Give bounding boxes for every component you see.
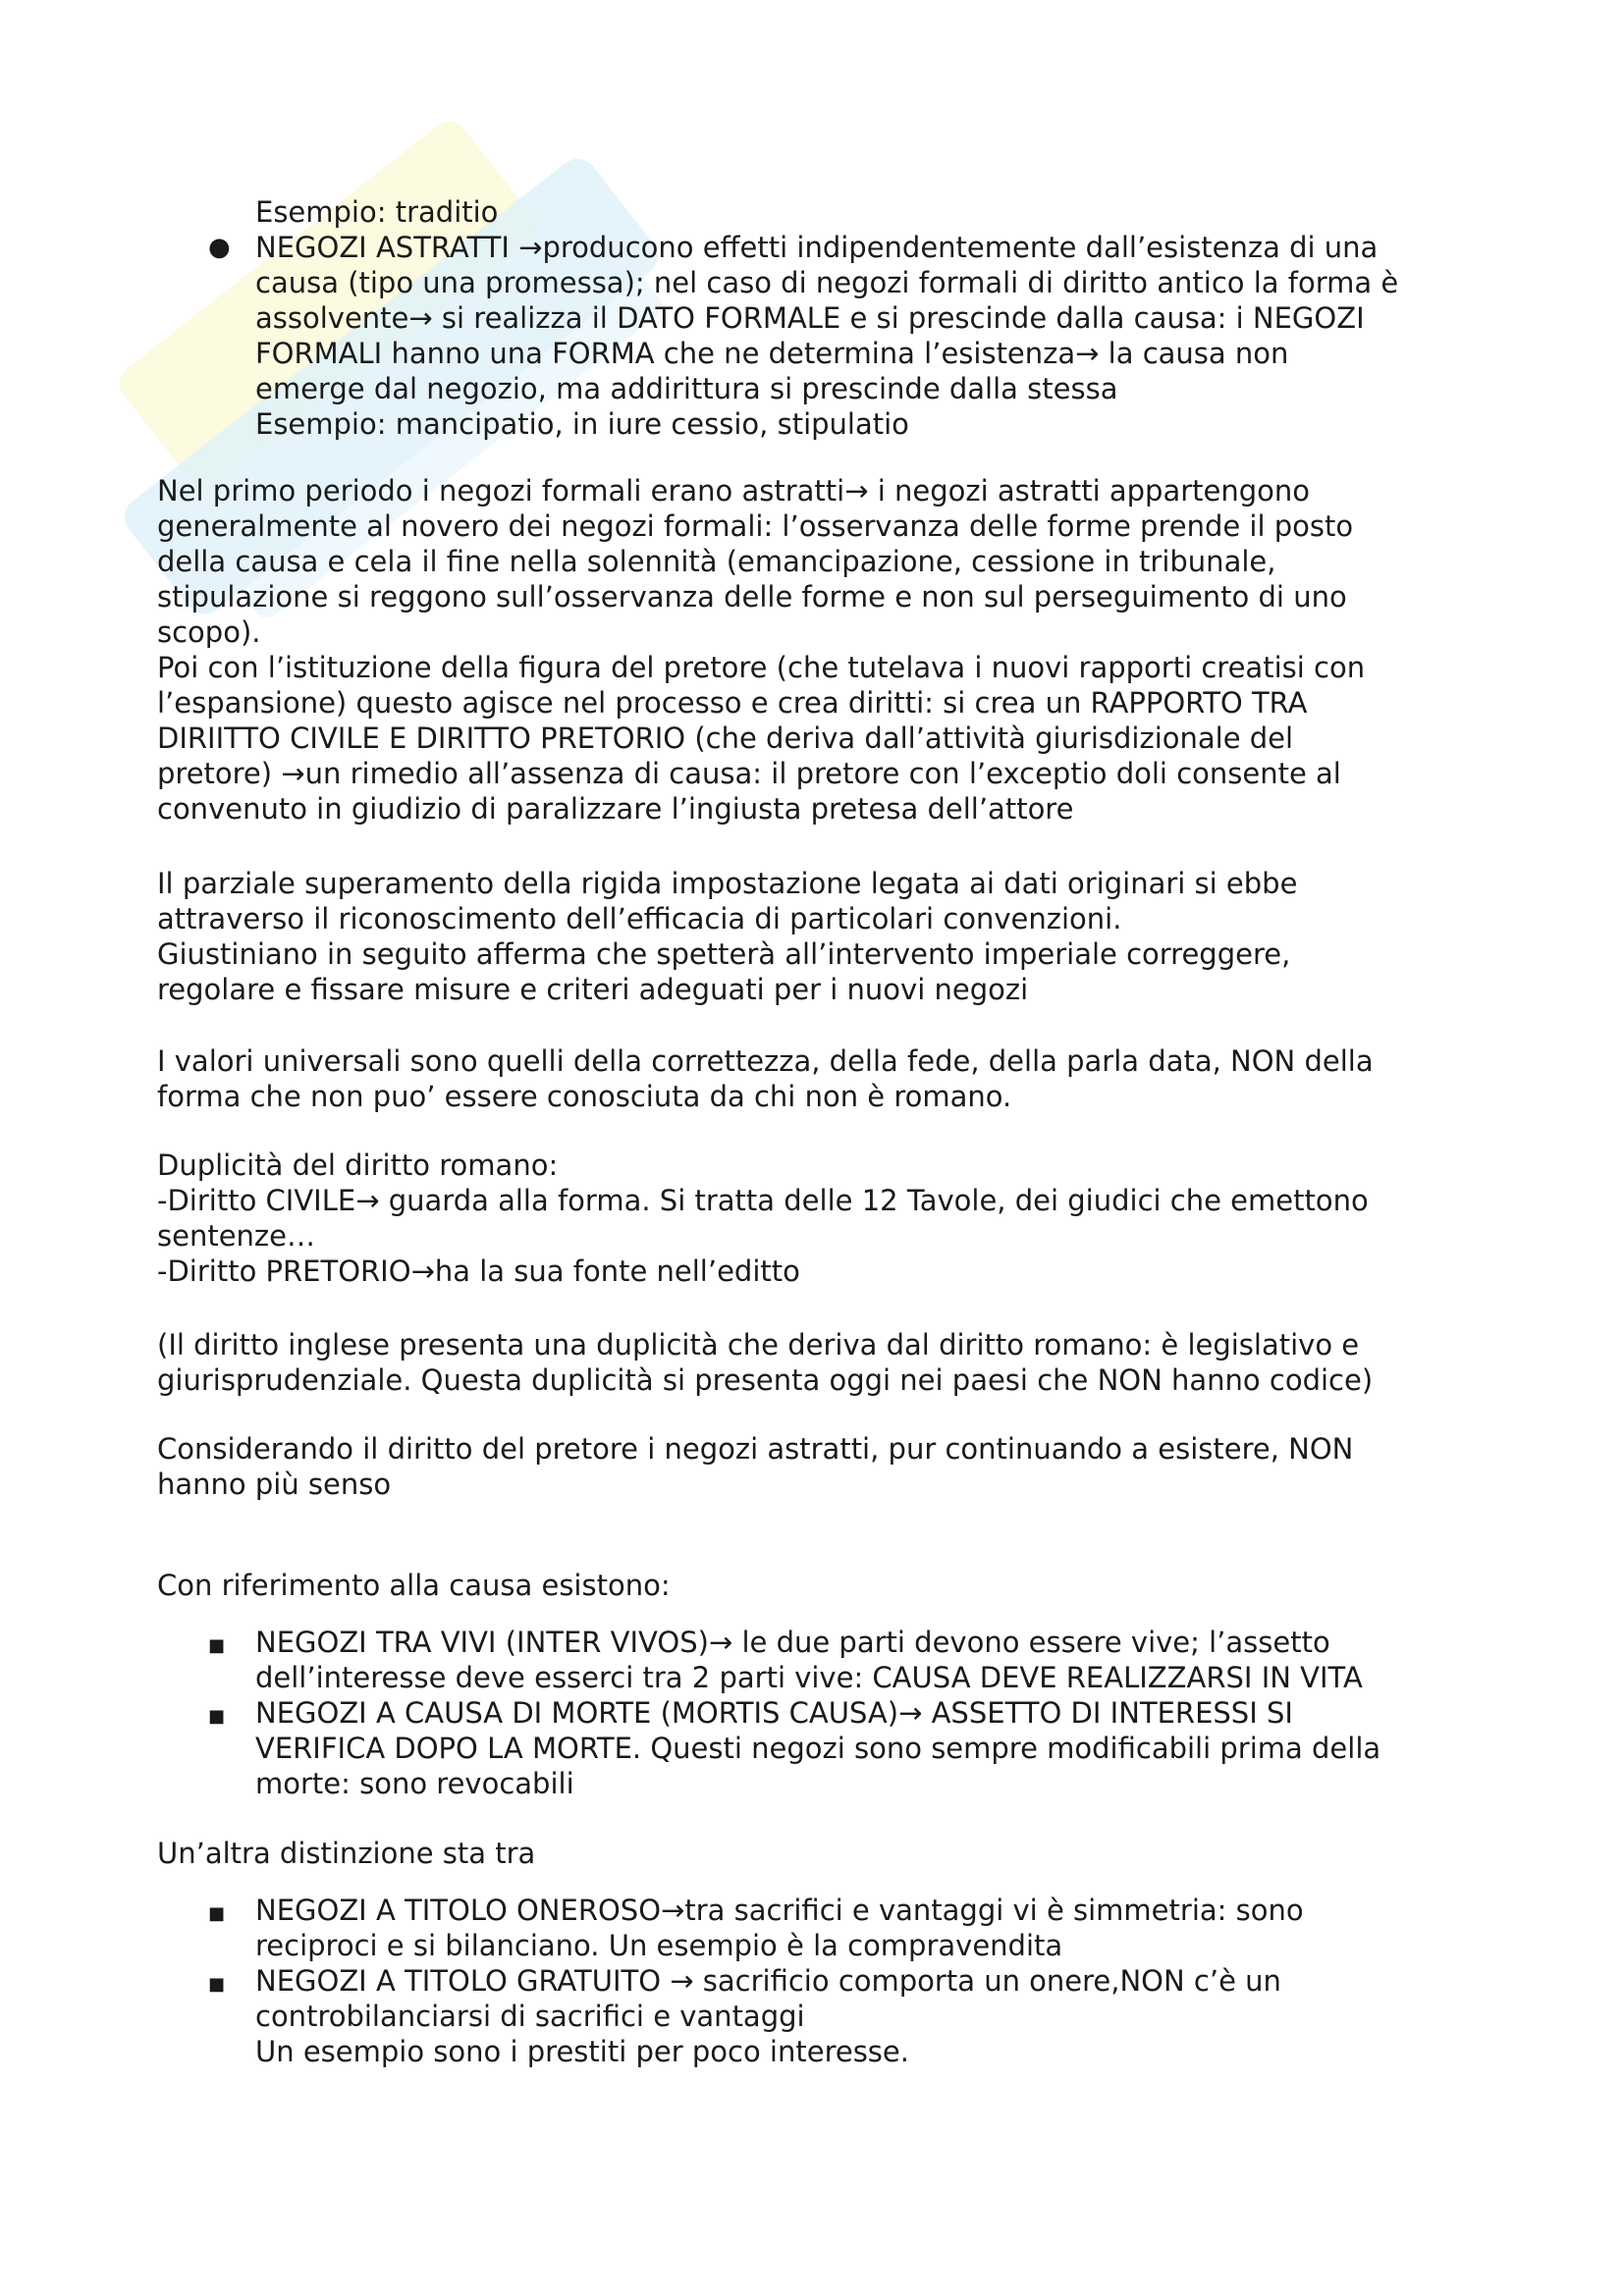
paragraph-diritto-inglese: (Il diritto inglese presenta una duplicità che deriva dal diritto romano: è legislativo e giurisprudenziale. Questa duplicità si presenta oggi nei paesi che NON hanno codice): [157, 1328, 1374, 1397]
square-bullet-icon: ■: [208, 1706, 226, 1727]
titolo-intro: Un’altra distinzione sta tra: [157, 1837, 536, 1870]
paragraph-considerando: Considerando il diritto del pretore i negozi astratti, pur continuando a esistere, NON hanno più senso: [157, 1432, 1354, 1501]
square-bullet-icon: ■: [208, 1635, 226, 1656]
square-bullet-icon: ■: [208, 1974, 226, 1995]
paragraph-negozi-formali: Nel primo periodo i negozi formali erano astratti→ i negozi astratti appartengono generalmente al novero dei negozi formali: l’osservanza delle forme prende il posto della causa e cela il fine nella solennità (emancipazione, cessione in tribunale, stipulazione si reggono sull’osservanza delle forme e non sul perseguimento di uno scopo). Poi con l’istituzione della figura del pretore (che tutelava i nuovi rapporti creatisi con l’espansione) questo agisce nel processo e crea diritti: si crea un RAPPORTO TRA DIRIITTO CIVILE E DIRITTO PRETORIO (che deriva dall’attività giurisdizionale del pretore) →un rimedio all’assenza di causa: il pretore con l’exceptio doli consente al convenuto in giudizio di paralizzare l’ingiusta pretesa dell’attore: [157, 474, 1366, 826]
list-item-inter-vivos: NEGOZI TRA VIVI (INTER VIVOS)→ le due parti devono essere vive; l’assetto dell’interesse deve esserci tra 2 parti vive: CAUSA DEVE REALIZZARSI IN VITA: [255, 1626, 1363, 1694]
list-item-titolo-gratuito: NEGOZI A TITOLO GRATUITO → sacrificio comporta un onere,NON c’è un controbilanciarsi di sacrifici e vantaggi Un esempio sono i prestiti per poco interesse.: [255, 1964, 1281, 2068]
bullet-dot-icon: ●: [208, 233, 231, 262]
causa-intro: Con riferimento alla causa esistono:: [157, 1569, 671, 1602]
square-bullet-icon: ■: [208, 1903, 226, 1924]
list-item-titolo-oneroso: NEGOZI A TITOLO ONEROSO→tra sacrifici e vantaggi vi è simmetria: sono reciproci e si bilanciano. Un esempio è la compravendita: [255, 1894, 1304, 1962]
paragraph-valori-universali: I valori universali sono quelli della correttezza, della fede, della parla data, NON della forma che non puo’ essere conosciuta da chi non è romano.: [157, 1044, 1374, 1113]
paragraph-superamento: Il parziale superamento della rigida impostazione legata ai dati originari si ebbe attraverso il riconoscimento dell’efficacia di particolari convenzioni. Giustiniano in seguito afferma che spetterà all’intervento imperiale correggere, regolare e fissare misure e criteri adeguati per i nuovi negozi: [157, 867, 1298, 1006]
list-item-mortis-causa: NEGOZI A CAUSA DI MORTE (MORTIS CAUSA)→ ASSETTO DI INTERESSI SI VERIFICA DOPO LA MORTE. Questi negozi sono sempre modificabili prima della morte: sono revocabili: [255, 1696, 1381, 1800]
list-item-negozi-astratti: NEGOZI ASTRATTI →producono effetti indipendentemente dall’esistenza di una causa (tipo una promessa); nel caso di negozi formali di diritto antico la forma è assolvente→ si realizza il DATO FORMALE e si prescinde dalla causa: i NEGOZI FORMALI hanno una FORMA che ne determina l’esistenza→ la causa non emerge dal negozio, ma addirittura si prescinde dalla stessa Esempio: mancipatio, in iure cessio, stipulatio: [255, 231, 1399, 441]
example-traditio: Esempio: traditio: [255, 195, 499, 229]
paragraph-duplicita: Duplicità del diritto romano: -Diritto CIVILE→ guarda alla forma. Si tratta delle 12 Tavole, dei giudici che emettono sentenze… -Diritto PRETORIO→ha la sua fonte nell’editto: [157, 1148, 1369, 1288]
